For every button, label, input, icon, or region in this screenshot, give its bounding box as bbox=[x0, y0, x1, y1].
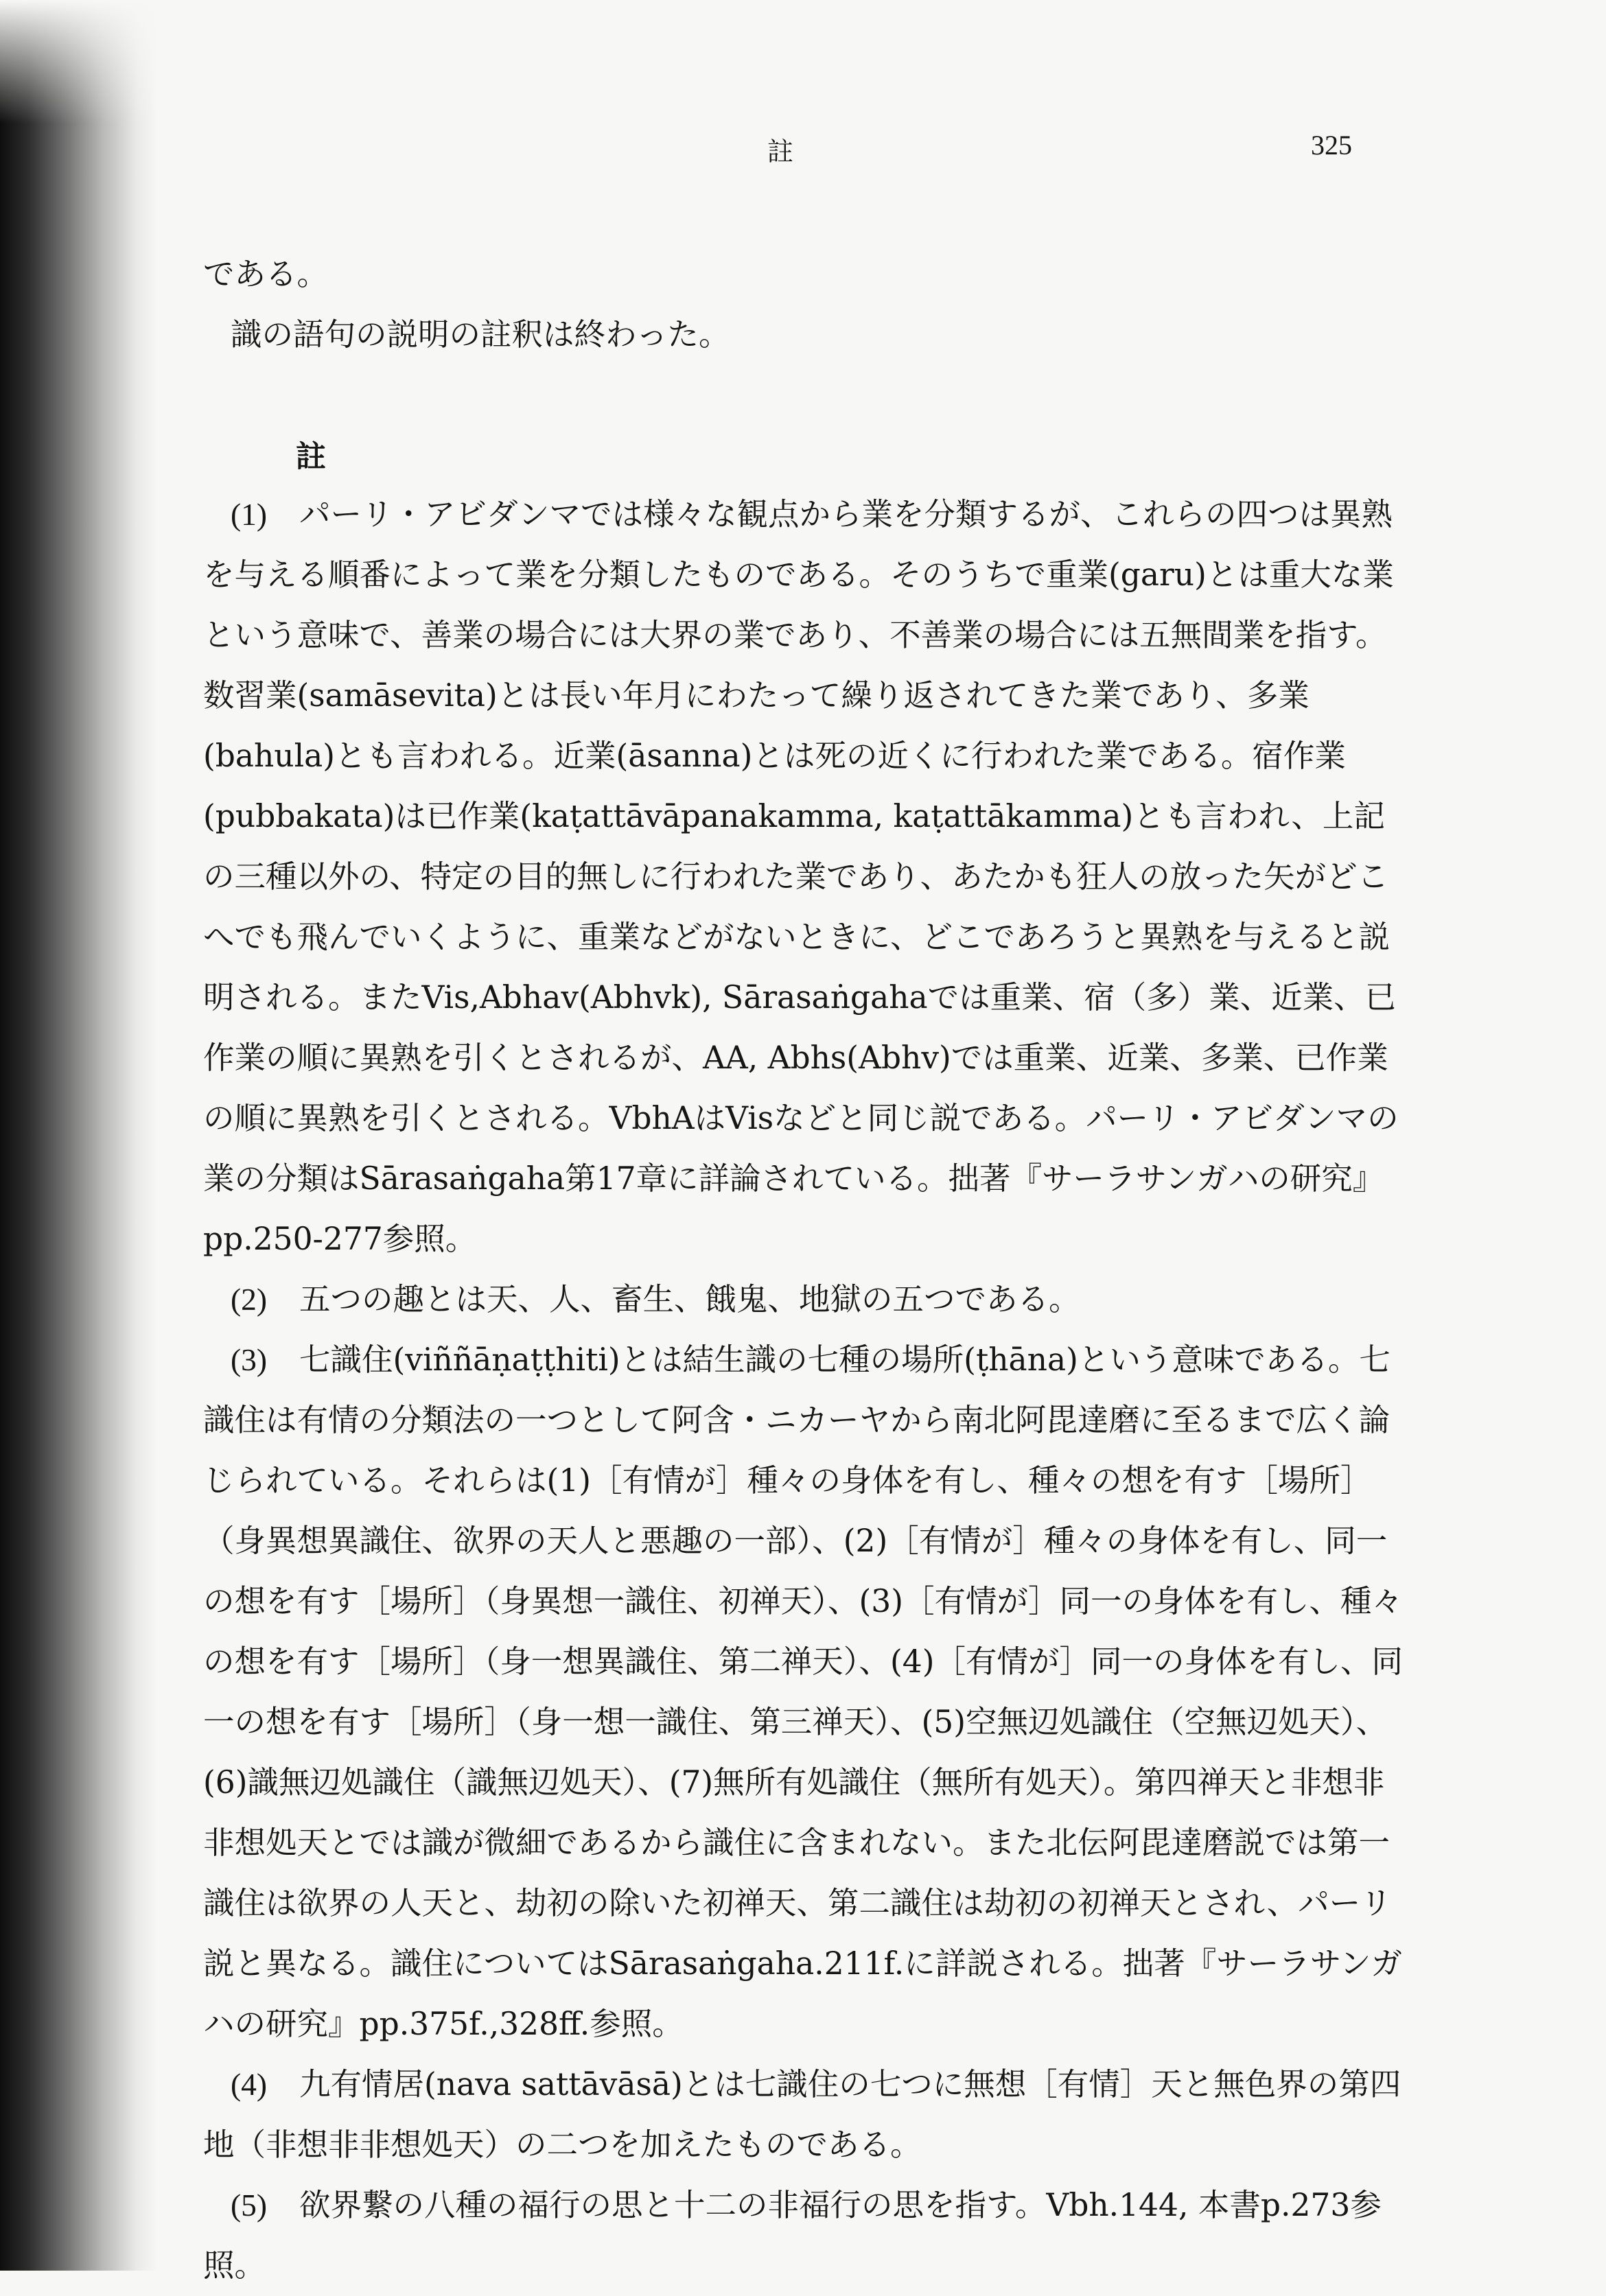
note-1 bbox=[203, 484, 1411, 1269]
note-4 bbox=[203, 2054, 1411, 2175]
body-line-2: 識の語句の説明の註釈は終わった。 bbox=[231, 316, 730, 353]
note-number: (4) bbox=[231, 2067, 268, 2102]
page-number: 325 bbox=[1311, 130, 1352, 161]
body-text bbox=[203, 244, 1411, 2296]
body-line-1: である。 bbox=[203, 256, 329, 292]
note-number: (2) bbox=[231, 1282, 268, 1317]
note-text: 七識住(viññāṇaṭṭhiti)とは結生識の七種の場所(ṭhāna)という意味である。七識住は有情の分類法の一つとして阿含・ニカーヤから南北阿毘達磨に至るまで広く論じられている。それらは(1)［有情が］種々の身体を有し、種々の想を有す［場所］（身異想異識住、欲界の天人と悪趣の一部）、(2)［有情が］種々の身体を有し、同一の想を有す［場所］（身異想一識住、初禅天）、(3)［有情が］同一の身体を有し、種々の想を有す［場所］（身一想異識住、第二禅天）、(4)［有情が］同一の身体を有し、同一の想を有す［場所］（身一想一識住、第三禅天）、(5)空無辺処識住（空無辺処天）、(6)識無辺処識住（識無辺処天）、(7)無所有処識住（無所有処天）。第四禅天と非想非非想処天とでは識が微細であるから識住に含まれない。また北伝阿毘達磨説では第一識住は欲界の人天と、劫初の除いた初禅天、第二識住は劫初の初禅天とされ、パーリ説と異なる。識住についてはSārasaṅgaha.211f.に詳説される。拙著『サーラサンガハの研究』pp.375f.,328ff.参照。 bbox=[203, 1342, 1403, 2042]
note-text: 五つの趣とは天、人、畜生、餓鬼、地獄の五つである。 bbox=[299, 1281, 1080, 1317]
note-2 bbox=[203, 1269, 1411, 1330]
note-text: 欲界繋の八種の福行の思と十二の非福行の思を指す。Vbh.144, 本書p.273参照。 bbox=[203, 2187, 1382, 2284]
note-number: (5) bbox=[231, 2188, 268, 2223]
note-3 bbox=[203, 1330, 1411, 2054]
note-5 bbox=[203, 2175, 1411, 2296]
running-head: 註 bbox=[767, 137, 795, 167]
note-text: 九有情居(nava sattāvāsā)とは七識住の七つに無想［有情］天と無色界の第四地（非想非非想処天）の二つを加えたものである。 bbox=[203, 2066, 1401, 2163]
note-number: (1) bbox=[231, 497, 268, 532]
note-number: (3) bbox=[231, 1342, 268, 1377]
notes-heading: 註 bbox=[296, 439, 326, 474]
note-text: パーリ・アビダンマでは様々な観点から業を分類するが、これらの四つは異熟を与える順番によって業を分類したものである。そのうちで重業(garu)とは重大な業という意味で、善業の場合には大界の業であり、不善業の場合には五無間業を指す。数習業(samāsevita)とは長い年月にわたって繰り返されてきた業であり、多業(bahula)とも言われる。近業(āsanna)とは死の近くに行われた業である。宿作業(pubbakata)は已作業(kaṭattāvāpanakamma, kaṭattākamma)とも言われ、上記の三種以外の、特定の目的無しに行われた業であり、あたかも狂人の放った矢がどこへでも飛んでいくように、重業などがないときに、どこであろうと異熟を与えると説明される。またVis,Abhav(Abhvk), Sārasaṅgahaでは重業、宿（多）業、近業、已作業の順に異熟を引くとされるが、AA, Abhs(Abhv)では重業、近業、多業、已作業の順に異熟を引くとされる。VbhAはVisなどと同じ説である。パーリ・アビダンマの業の分類はSārasaṅgaha第17章に詳論されている。拙著『サーラサンガハの研究』pp.250-277参照。 bbox=[203, 496, 1399, 1257]
